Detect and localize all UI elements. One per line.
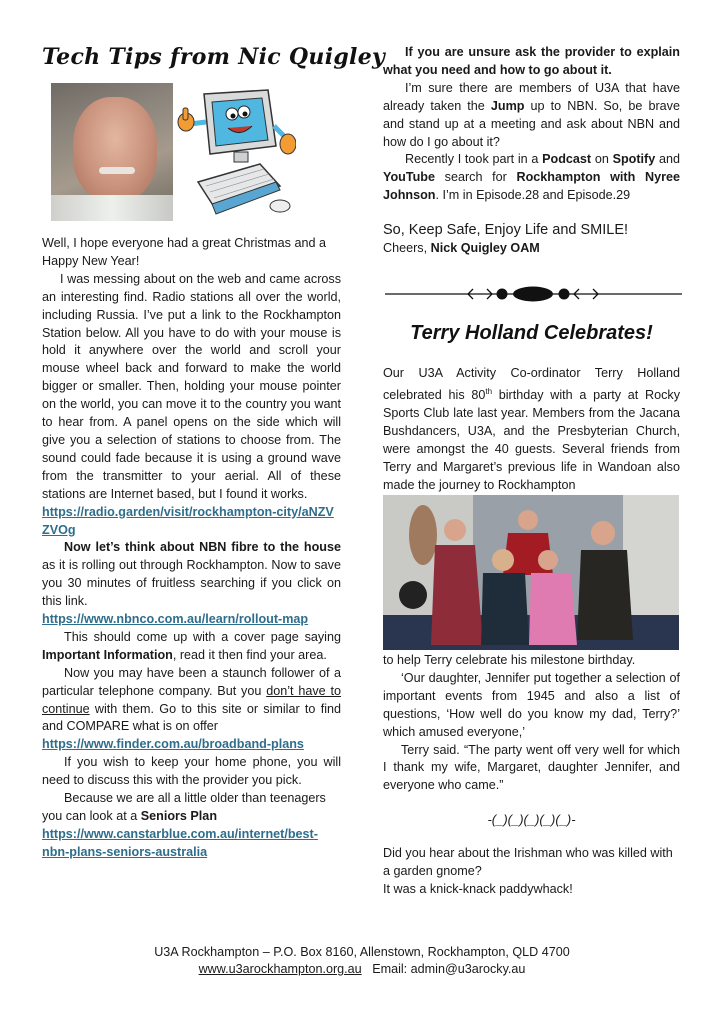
podcast-text-search: search for (435, 170, 517, 185)
photo-face (73, 97, 157, 201)
dont-continue-underline: don’t have to continue (42, 683, 341, 716)
photo-shirt (51, 195, 173, 221)
search-term-bold: Rockhampton with Nyree Johnson (383, 170, 680, 203)
podcast-text: Recently I took part in a (405, 152, 543, 167)
cheers-text: Cheers, (383, 241, 431, 256)
jump-bold: Jump (490, 98, 525, 113)
provider-advice-bold: If you are unsure ask the provider to explain what you need and how to go about it. (383, 45, 680, 77)
author-photo (51, 83, 173, 221)
canstarblue-link[interactable]: https://www.canstarblue.com.au/internet/best-nbn-plans-seniors-australia (42, 826, 318, 859)
section-heading: Terry Holland Celebrates! (410, 322, 653, 344)
telephone-text: Now you may have been a staunch follower of a particular telephone company. But you (42, 665, 341, 698)
members-text-end: up to NBN. So, be brave and stand up at a meeting and ask about NBN and how do I go about it? (383, 98, 680, 149)
cartoon-computer-icon (176, 86, 296, 226)
home-phone-paragraph: If you wish to keep your home phone, you will need to discuss this with the provider you pick. (42, 755, 341, 788)
ordinal-superscript: th (485, 386, 493, 396)
signature: Nick Quigley OAM (430, 241, 540, 256)
photo-mustache (99, 167, 135, 174)
radio-paragraph: I was messing about on the web and came across an interesting find. Radio stations all over the world, including Russia. I’ve put a link to the Rockhampton Station below. All you have to do with your mouse is hold it anywhere over the world and scroll your mouse wheel back and forward to make the world bigger or smaller. Then, holding your mouse pointer on the world, you can move it to the country you want to hear from. A panel opens on the side which will give you a selection of stations to choose from. The sound could fade because it is using a ground wave from the transmitter to your aerial. All of these stations are Internet based, but I found it works. (42, 271, 341, 501)
article-title: Tech Tips from Nic Quigley (42, 44, 386, 70)
podcast-text-on: on (591, 152, 613, 167)
smile-sign-off: So, Keep Safe, Enjoy Life and SMILE! (383, 222, 629, 239)
terry-paragraph: Our U3A Activity Co-ordinator Terry Holland celebrated his 80 (383, 366, 680, 403)
jennifer-paragraph: ‘Our daughter, Jennifer put together a selection of important events from 1945 and also a list of questions, ‘How well do you know my dad, Terry?’ which amused everyone,’ (383, 670, 680, 739)
radio-garden-link[interactable]: https://radio.garden/visit/rockhampton-city/aNZVZVOg (42, 504, 334, 537)
page-footer (0, 944, 724, 978)
footer-website-link[interactable]: www.u3arockhampton.org.au (198, 962, 362, 976)
separator-line: -(_)(_)(_)(_)(_)- (487, 812, 576, 828)
terry-article-top (383, 365, 680, 495)
cover-page-text-end: , read it then find your area. (172, 647, 327, 662)
terry-article-bottom (383, 652, 680, 899)
terry-quote-paragraph: Terry said. “The party went off very well for which I thank my wife, Margaret, daughter Jennifer, and everyone who came.” (383, 742, 680, 793)
podcast-text-and: and (655, 152, 680, 167)
joke-punchline: It was a knick-knack paddywhack! (383, 881, 573, 896)
seniors-text: Because we are all a little older than teenagers you can look at a (42, 791, 326, 823)
ornamental-divider-icon (385, 284, 682, 304)
spotify-bold: Spotify (612, 152, 656, 167)
youtube-bold: YouTube (383, 170, 435, 185)
podcast-bold: Podcast (542, 152, 592, 167)
right-column-top (383, 44, 680, 258)
telephone-text-end: with them. Go to this site or similar to find and COMPARE what is on offer (42, 701, 341, 734)
terry-paragraph-end: birthday with a party at Rocky Sports Club late last year. Members from the Jacana Bushdancers, U3A, and the Presbyterian Church, were amongst the 40 guests. Several friends from Terry and Margaret’s previous life in Wandoan also made the journey to Rockhampton (383, 388, 681, 492)
footer-address: U3A Rockhampton – P.O. Box 8160, Allenstown, Rockhampton, QLD 4700 (154, 945, 570, 959)
members-text: I’m sure there are members of U3A that have already taken the (383, 80, 680, 113)
important-info-bold: Important Information (42, 647, 173, 662)
nbn-paragraph: as it is rolling out through Rockhampton. Now to save you 30 minutes of fruitless searching if you click on this link. (42, 558, 341, 609)
seniors-plan-bold: Seniors Plan (140, 809, 218, 823)
nbn-heading: Now let’s think about NBN fibre to the house (64, 540, 341, 555)
joke-question: Did you hear about the Irishman who was killed with a garden gnome? (383, 846, 673, 879)
intro-paragraph: Well, I hope everyone had a great Christmas and a Happy New Year! (42, 236, 326, 268)
episodes-text: . I’m in Episode.28 and Episode.29 (435, 188, 631, 203)
footer-email[interactable]: Email: admin@u3arocky.au (372, 962, 526, 976)
milestone-paragraph: to help Terry celebrate his milestone birthday. (383, 653, 636, 667)
party-photo (383, 495, 679, 650)
nbn-rollout-link[interactable]: https://www.nbnco.com.au/learn/rollout-map (42, 612, 309, 627)
finder-link[interactable]: https://www.finder.com.au/broadband-plans (42, 737, 304, 752)
left-column-body (42, 235, 341, 862)
cover-page-text: This should come up with a cover page saying (64, 629, 341, 644)
